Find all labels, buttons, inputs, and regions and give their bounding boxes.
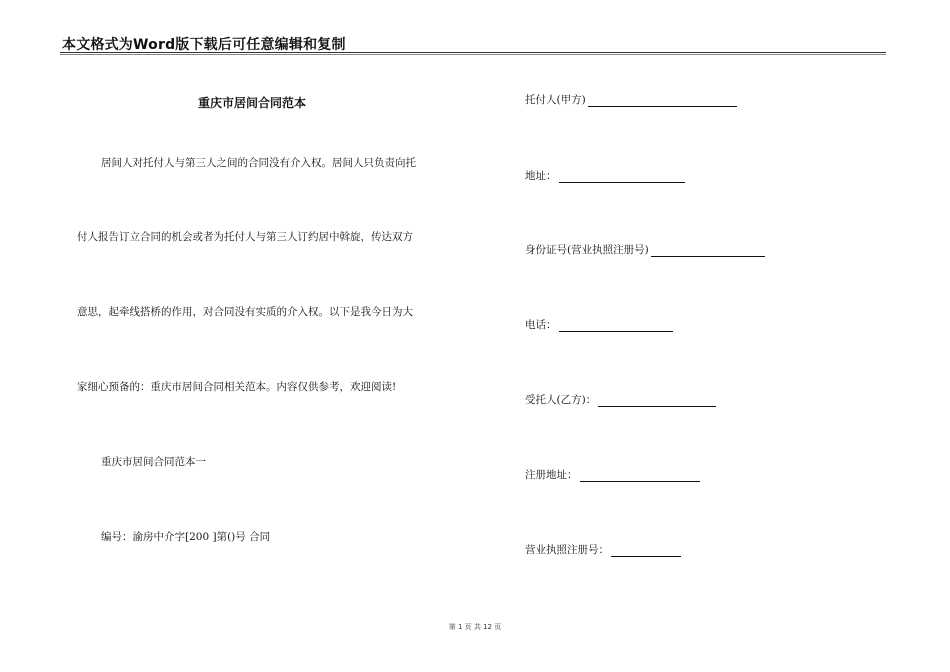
field-license-number: [525, 542, 681, 557]
blank-line: [559, 321, 673, 332]
field-label: 地址：: [525, 170, 557, 182]
field-label: 托付人(甲方): [525, 94, 586, 106]
field-phone: [525, 317, 673, 332]
field-id-number: [525, 242, 765, 257]
paragraph-line-4: 家细心预备的：重庆市居间合同相关范本。内容仅供参考，欢迎阅读!: [77, 381, 397, 393]
field-label: 注册地址：: [525, 469, 578, 481]
field-label: 受托人(乙方)：: [525, 394, 597, 406]
blank-line: [598, 396, 716, 407]
field-agent: [525, 392, 716, 407]
field-label: 营业执照注册号：: [525, 544, 609, 556]
blank-line: [588, 96, 737, 107]
field-address: [525, 168, 685, 183]
header-divider: [60, 52, 886, 53]
paragraph-line-3: 意思，起牵线搭桥的作用，对合同没有实质的介入权。以下是我今日为大: [77, 306, 413, 318]
header-divider-secondary: [60, 54, 886, 55]
field-principal: [525, 92, 737, 107]
section-heading: 重庆市居间合同范本一: [101, 456, 206, 468]
blank-line: [651, 246, 765, 257]
blank-line: [580, 471, 700, 482]
field-label: 身份证号(营业执照注册号): [525, 244, 649, 256]
contract-number-line: 编号：渝房中介字[200 ]第()号 合同: [101, 531, 271, 543]
document-header: 本文格式为Word版下载后可任意编辑和复制: [62, 37, 346, 53]
blank-line: [559, 172, 685, 183]
field-label: 电话：: [525, 319, 557, 331]
document-title: 重庆市居间合同范本: [198, 96, 307, 110]
paragraph-line-2: 付人报告订立合同的机会或者为托付人与第三人订约居中斡旋，传达双方: [77, 231, 413, 243]
paragraph-line-1: 居间人对托付人与第三人之间的合同没有介入权。居间人只负责向托: [101, 157, 416, 169]
page-number: 第 1 页 共 12 页: [448, 623, 502, 631]
field-registered-address: [525, 467, 700, 482]
blank-line: [611, 546, 681, 557]
